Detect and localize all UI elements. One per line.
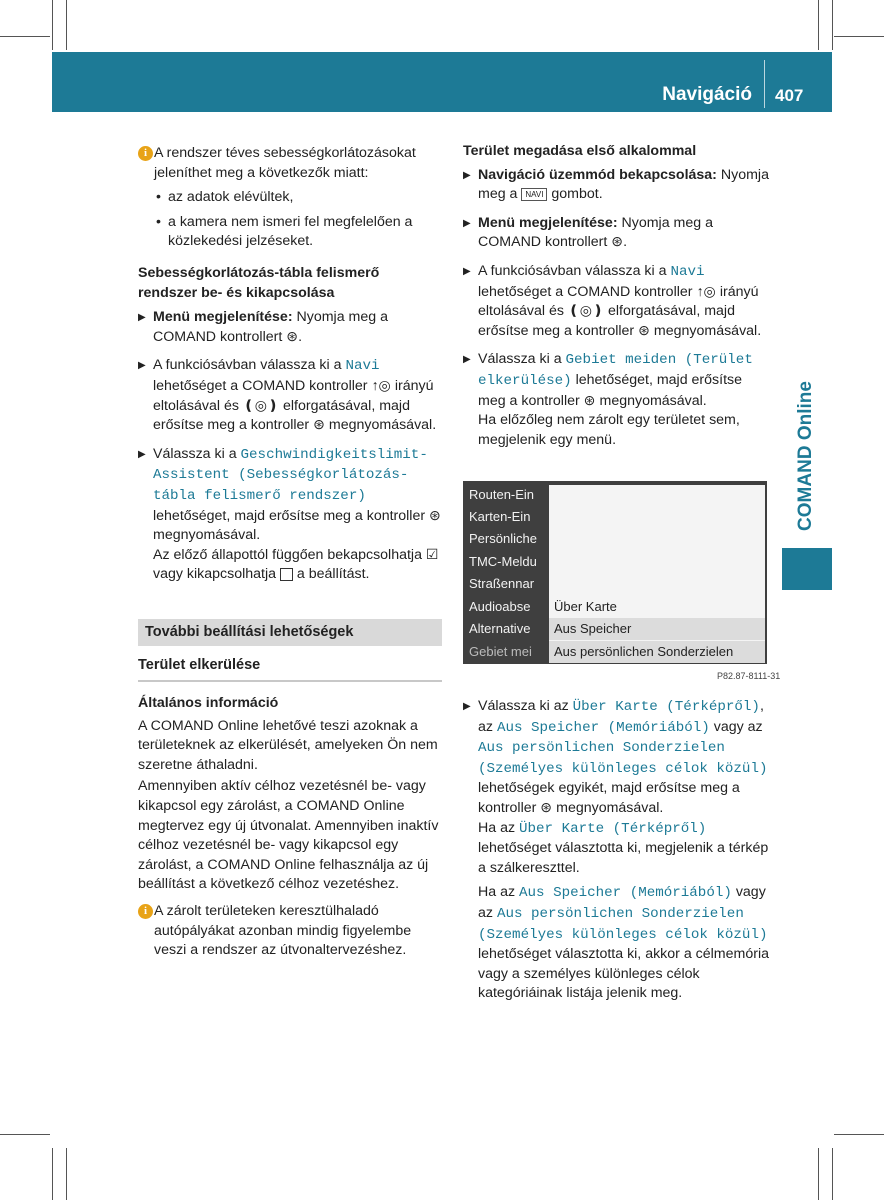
screen-menu-item: Audioabse — [469, 599, 531, 614]
crop-mark — [0, 1134, 50, 1135]
arrow-icon: ▶ — [463, 265, 471, 277]
section-heading: További beállítási lehetőségek — [138, 619, 442, 647]
heading: Általános információ — [138, 695, 279, 712]
heading: Terület megadása első alkalommal — [463, 143, 697, 159]
crop-mark — [832, 0, 833, 50]
arrow-icon: ▶ — [463, 354, 471, 366]
screen-menu-item-selected: Gebiet mei — [469, 644, 532, 659]
controller-turn-icon: ❪◎❫ — [567, 303, 605, 320]
right-column — [463, 142, 769, 450]
comand-screen — [463, 481, 767, 664]
crop-mark — [834, 36, 884, 37]
step: ▶ Navigáció üzemmód bekapcsolása: Nyomja meg a NAVI gombot. — [463, 166, 769, 203]
controller-press-icon: ⊛ — [611, 234, 624, 251]
screen-menu-item: Routen-Ein — [469, 487, 535, 502]
heading: Sebességkorlátozás-tábla felismerő rendszer be- és kikapcsolása — [138, 264, 380, 301]
controller-press-icon: ⊛ — [429, 507, 441, 524]
info-icon: i — [138, 146, 153, 161]
arrow-icon: ▶ — [463, 169, 471, 181]
crop-mark — [832, 1148, 833, 1200]
screen-option: Aus Speicher — [549, 618, 765, 640]
arrow-icon: ▶ — [463, 701, 471, 712]
figure-caption: P82.87-8111-31 — [717, 671, 781, 681]
step: ▶ Menü megjelenítése: Nyomja meg a COMAND kontrollert ⊛. — [463, 214, 713, 251]
crop-mark — [52, 1148, 53, 1200]
arrow-icon: ▶ — [138, 448, 146, 460]
crop-mark — [0, 36, 50, 37]
screen-option: Über Karte — [554, 599, 617, 614]
screen-option: Aus persönlichen Sonderzielen — [549, 641, 765, 663]
crop-mark — [818, 1148, 819, 1200]
screen-menu-item: Karten-Ein — [469, 509, 531, 524]
left-column — [138, 144, 442, 961]
arrow-icon: ▶ — [138, 360, 146, 372]
crop-mark — [66, 1148, 67, 1200]
unchecked-box-icon — [280, 568, 293, 581]
controller-press-icon: ⊛ — [583, 392, 596, 409]
controller-press-icon: ⊛ — [638, 322, 650, 339]
page-number: 407 — [775, 86, 804, 105]
paragraph: A COMAND Online lehetővé teszi azoknak a területeknek az elkerülését, amelyeken Ön nem szeretne áthaladni. — [138, 717, 438, 773]
step: ▶ Válassza ki az Über Karte (Térképről), az Aus Speicher (Memóriából) vagy az Aus persönlichen Sonderzielen (Személyes különleges célok közül) lehetőségek egyikét, majd erősítse meg a kontroller ⊛ megnyomásával. Ha az Über Karte (Térképről) lehetőséget választotta ki, megjelenik a térkép a szálkereszttel. — [463, 698, 769, 876]
list-item: • a kamera nem ismeri fel megfelelően a közlekedési jelzéseket. — [138, 213, 442, 252]
side-label: COMAND Online — [795, 381, 816, 531]
screen-menu-item: Alternative — [469, 621, 531, 636]
info-icon: i — [138, 904, 153, 919]
info-note: i A zárolt területeken keresztülhaladó autópályákat azonban mindig figyelembe veszi a rendszer az útvonaltervezéshez. — [138, 902, 442, 961]
crop-mark — [818, 0, 819, 50]
subsection-heading: Terület elkerülése — [138, 656, 442, 682]
controller-turn-icon: ❪◎❫ — [242, 397, 280, 414]
crop-mark — [66, 0, 67, 50]
arrow-icon: ▶ — [463, 217, 471, 229]
controller-slide-icon: ↑◎ — [696, 283, 716, 300]
paragraph: Amennyiben aktív célhoz vezetésnél be- vagy kikapcsol egy zárolást, a COMAND Online megtervez egy új útvonalat. Amennyiben inaktív célhoz vezetésnél be- vagy kikapcsol egy zárolást, a COMAND Online felhasználja az új beállítást a következő célhoz vezetéshez. — [138, 778, 439, 893]
header-divider — [764, 60, 765, 108]
side-tab — [782, 548, 832, 590]
step: ▶ Válassza ki a Geschwindigkeitslimit-Assistent (Sebességkorlátozás-tábla felismerő rendszer) lehetőséget, majd erősítse meg a kontroller ⊛ megnyomásával. Az előző állapottól függően bekapcsolhatja ☑ vagy kikapcsolhatja a beállítást. — [138, 445, 441, 583]
controller-press-icon: ⊛ — [313, 417, 325, 434]
step-continued: Ha az Aus Speicher (Memóriából) vagy az Aus persönlichen Sonderzielen (Személyes különleges célok közül) lehetőséget választotta ki, akkor a célmemória vagy a személyes különleges célok kategóriáinak listája jelenik meg. — [478, 884, 769, 1002]
controller-press-icon: ⊛ — [540, 799, 553, 816]
list-item: • az adatok elévültek, — [138, 188, 442, 208]
crop-mark — [52, 0, 53, 50]
screen-menu-item: TMC-Meldu — [469, 554, 537, 569]
controller-slide-icon: ↑◎ — [371, 377, 391, 394]
screen-menu-item: Persönliche — [469, 531, 537, 546]
arrow-icon: ▶ — [138, 312, 146, 324]
controller-press-icon: ⊛ — [286, 328, 299, 345]
screen-menu-item: Straßennar — [469, 576, 535, 591]
section-title: Navigáció — [662, 84, 752, 105]
step: ▶ A funkciósávban válassza ki a Navi lehetőséget a COMAND kontroller ↑◎ irányú eltolásával és ❪◎❫ elforgatásával, majd erősítse meg a kontroller ⊛ megnyomásával. — [138, 357, 437, 434]
step: ▶ Menü megjelenítése: Nyomja meg a COMAND kontrollert ⊛. — [138, 309, 388, 345]
step: ▶ A funkciósávban válassza ki a Navi lehetőséget a COMAND kontroller ↑◎ irányú eltolásával és ❪◎❫ elforgatásával, majd erősítse meg a kontroller ⊛ megnyomásával. — [463, 262, 762, 339]
checked-box-icon: ☑ — [425, 546, 439, 563]
crop-mark — [834, 1134, 884, 1135]
right-column-bottom — [463, 697, 769, 1004]
info-note: i A rendszer téves sebességkorlátozásokat jeleníthet meg a következők miatt: — [138, 144, 442, 183]
navi-key-icon: NAVI — [521, 188, 547, 201]
step: ▶ Válassza ki a Gebiet meiden (Terület elkerülése) lehetőséget, majd erősítse meg a kontroller ⊛ megnyomásával. Ha előzőleg nem zárolt egy területet sem, megjelenik egy menü. — [463, 351, 753, 448]
